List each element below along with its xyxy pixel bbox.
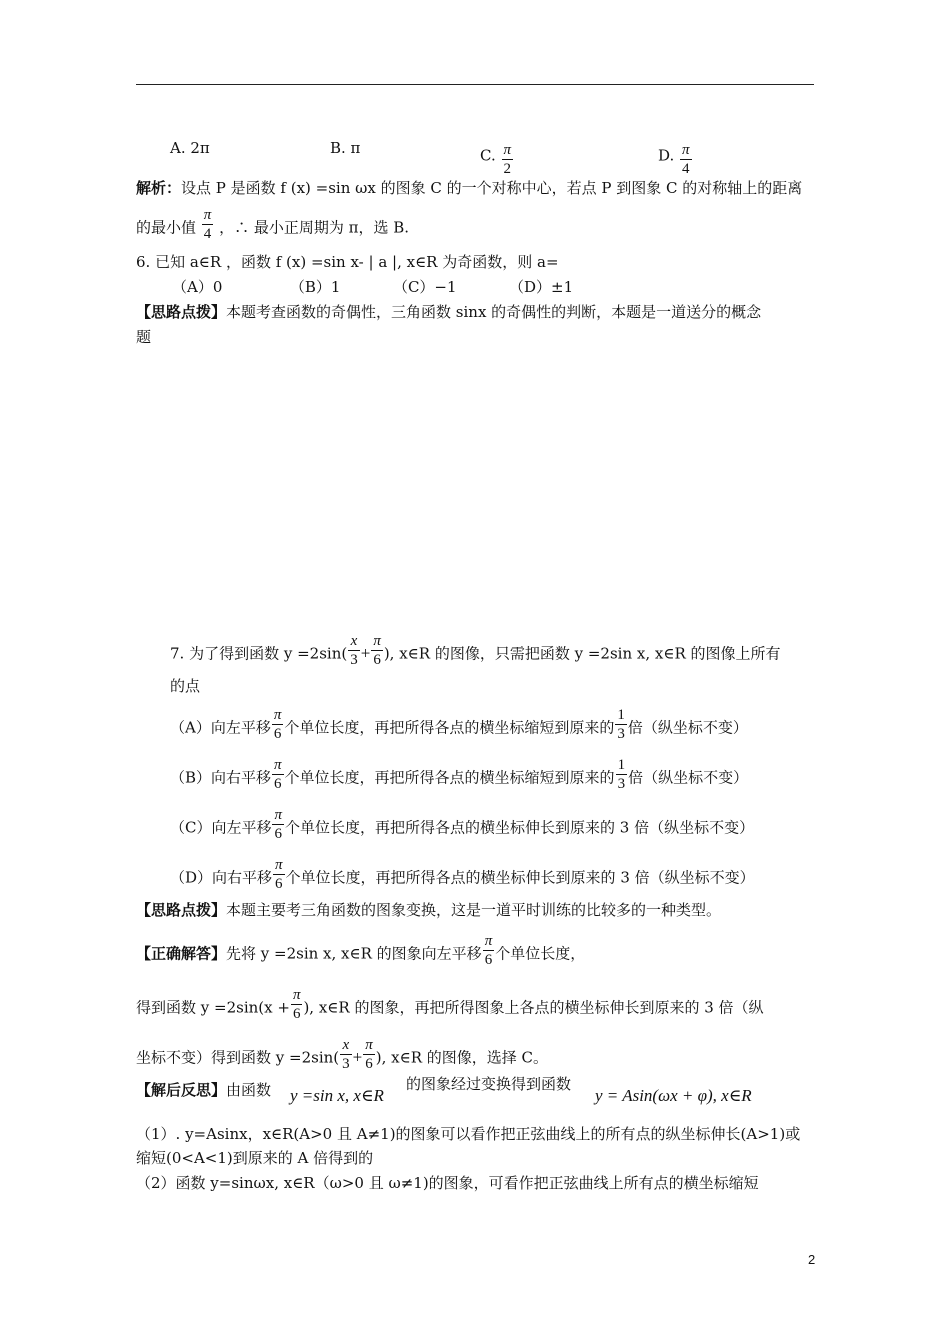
q6-options: （A）0 （B）1 （C）−1 （D）±1 [172,278,574,296]
q6-tip-line1: 【思路点拨】本题考查函数的奇偶性，三角函数 sinx 的奇偶性的判断，本题是一道送分的概念 [136,303,762,321]
q7-answer-line2: 得到函数 y =2sin(x + $\frac{\pi}{6}$ ), x∈R 的图象，再把所得图象上各点的横坐标伸长到原来的 3 倍（纵 [136,987,764,1022]
q5-option-c: C. $\frac{\pi}{2}$ [480,142,512,177]
q5-analysis-line1: 解析：设点 P 是函数 f (x) =sin ωx 的图象 C 的一个对称中心，若点 P 到图象 C 的对称轴上的距离 [136,179,803,197]
q7-option-d: （D）向右平移 $\frac{\pi}{6}$ 个单位长度，再把所得各点的横坐标伸长到原来的 3 倍（纵坐标不变） [170,857,755,892]
paragraph-1-line1: （1）. y=Asinx，x∈R(A>0 且 A≠1)的图象可以看作把正弦曲线上的所有点的纵坐标伸长(A>1)或 [136,1125,801,1143]
q7-reflection-func2: y = Asin(ωx + φ), x∈R [595,1086,752,1105]
q7-option-c: （C）向左平移 $\frac{\pi}{6}$ 个单位长度，再把所得各点的横坐标伸长到原来的 3 倍（纵坐标不变） [170,807,755,842]
page-number: 2 [808,1252,816,1267]
q7-answer-line3: 坐标不变）得到函数 y =2sin( $\frac{x}{3}$ + $\frac{\pi}{6}$ ), x∈R 的图像，选择 C。 [136,1037,549,1072]
q7-option-a: （A）向左平移 $\frac{\pi}{6}$ 个单位长度，再把所得各点的横坐标缩短到原来的 $\frac{1}{3}$ 倍（纵坐标不变） [170,707,748,742]
q6-stem: 6. 已知 a∈R ，函数 f (x) =sin x- | a |, x∈R 为奇函数，则 a= [136,253,559,271]
q7-option-b: （B）向右平移 $\frac{\pi}{6}$ 个单位长度，再把所得各点的横坐标缩短到原来的 $\frac{1}{3}$ 倍（纵坐标不变） [170,757,749,792]
q7-reflection-text: 的图象经过变换得到函数 [406,1075,572,1093]
q7-reflection-func1: y =sin x, x∈R [290,1086,384,1105]
q7-tip: 【思路点拨】本题主要考三角函数的图象变换，这是一道平时训练的比较多的一种类型。 [136,901,722,919]
q7-reflection-label: 【解后反思】由函数 [136,1081,272,1099]
q6-tip-line2: 题 [136,328,152,346]
q5-option-a: A. 2π [170,139,210,157]
q5-analysis-line2: 的最小值 $\frac{\pi}{4}$ ，∴ 最小正周期为 π，选 B. [136,207,410,242]
q5-option-b: B. π [330,139,361,157]
q7-stem-line1: 7. 为了得到函数 y =2sin( $\frac{x}{3}$ + $\frac{\pi}{6}$ ), x∈R 的图像，只需把函数 y =2sin x, x∈R 的图像上所有 [170,633,781,668]
header-rule [136,84,814,85]
q7-stem-line2: 的点 [170,677,201,695]
paragraph-1-line2: 缩短(0<A<1)到原来的 A 倍得到的 [136,1149,374,1167]
q7-answer-line1: 【正确解答】先将 y =2sin x, x∈R 的图象向左平移 $\frac{\pi}{6}$ 个单位长度， [136,933,586,968]
paragraph-2-line1: （2）函数 y=sinωx, x∈R（ω>0 且 ω≠1)的图象，可看作把正弦曲线上所有点的横坐标缩短 [136,1174,759,1192]
q5-option-d: D. $\frac{\pi}{4}$ [658,142,690,177]
